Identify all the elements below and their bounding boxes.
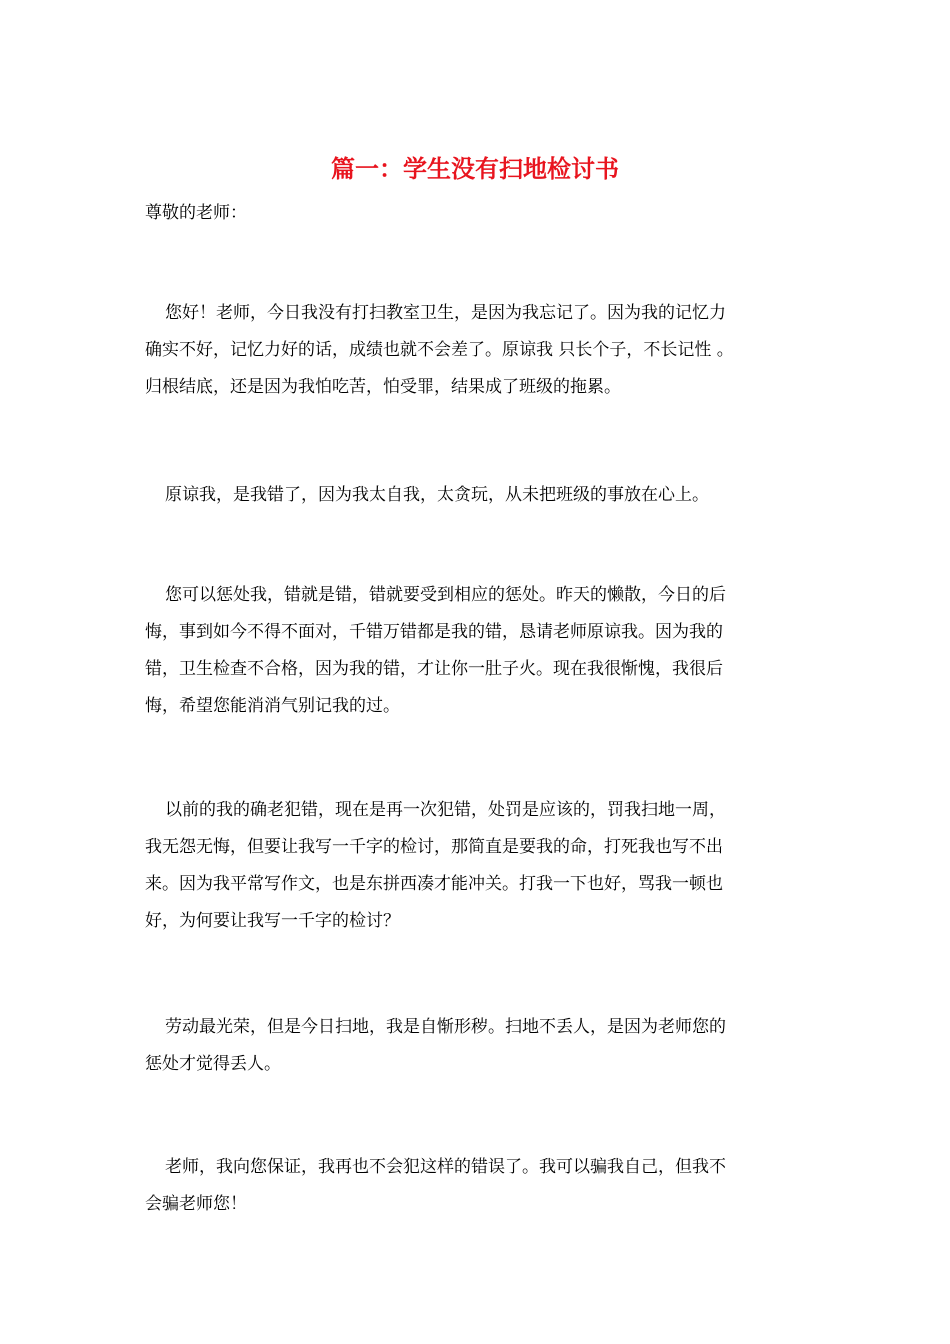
paragraph-line: 以前的我的确老犯错，现在是再一次犯错，处罚是应该的，罚我扫地一周， [165, 800, 726, 820]
paragraph-2 [145, 477, 805, 514]
paragraph-line: 好，为何要让我写一千字的检讨？ [145, 911, 400, 931]
paragraph-line: 悔，希望您能消消气别记我的过。 [145, 696, 400, 716]
salutation: 尊敬的老师： [145, 203, 247, 223]
paragraph-1 [145, 295, 805, 406]
paragraph-line: 原谅我，是我错了，因为我太自我，太贪玩，从未把班级的事放在心上。 [165, 485, 709, 505]
paragraph-3 [145, 577, 805, 725]
paragraph-4 [145, 792, 805, 940]
paragraph-line: 悔，事到如今不得不面对，千错万错都是我的错，恳请老师原谅我。因为我的 [145, 622, 723, 642]
paragraph-line: 您好！老师，今日我没有打扫教室卫生，是因为我忘记了。因为我的记忆力 [165, 303, 726, 323]
paragraph-line: 归根结底，还是因为我怕吃苦，怕受罪，结果成了班级的拖累。 [145, 377, 621, 397]
paragraph-line: 您可以惩处我，错就是错，错就要受到相应的惩处。昨天的懒散，今日的后 [165, 585, 726, 605]
paragraph-line: 确实不好，记忆力好的话，成绩也就不会差了。原谅我 只长个子，不长记性 。 [145, 340, 734, 360]
paragraph-line: 劳动最光荣，但是今日扫地，我是自惭形秽。扫地不丢人，是因为老师您的 [165, 1017, 726, 1037]
paragraph-5 [145, 1009, 805, 1083]
paragraph-line: 错，卫生检查不合格，因为我的错，才让你一肚子火。现在我很惭愧，我很后 [145, 659, 723, 679]
paragraph-6 [145, 1149, 805, 1223]
paragraph-line: 会骗老师您！ [145, 1194, 247, 1214]
document-title: 篇一：学生没有扫地检讨书 [331, 154, 619, 183]
paragraph-line: 老师，我向您保证，我再也不会犯这样的错误了。我可以骗我自己，但我不 [165, 1157, 726, 1177]
paragraph-line: 惩处才觉得丢人。 [145, 1054, 281, 1074]
paragraph-line: 我无怨无悔，但要让我写一千字的检讨，那简直是要我的命，打死我也写不出 [145, 837, 723, 857]
paragraph-line: 来。因为我平常写作文，也是东拼西凑才能冲关。打我一下也好，骂我一顿也 [145, 874, 723, 894]
